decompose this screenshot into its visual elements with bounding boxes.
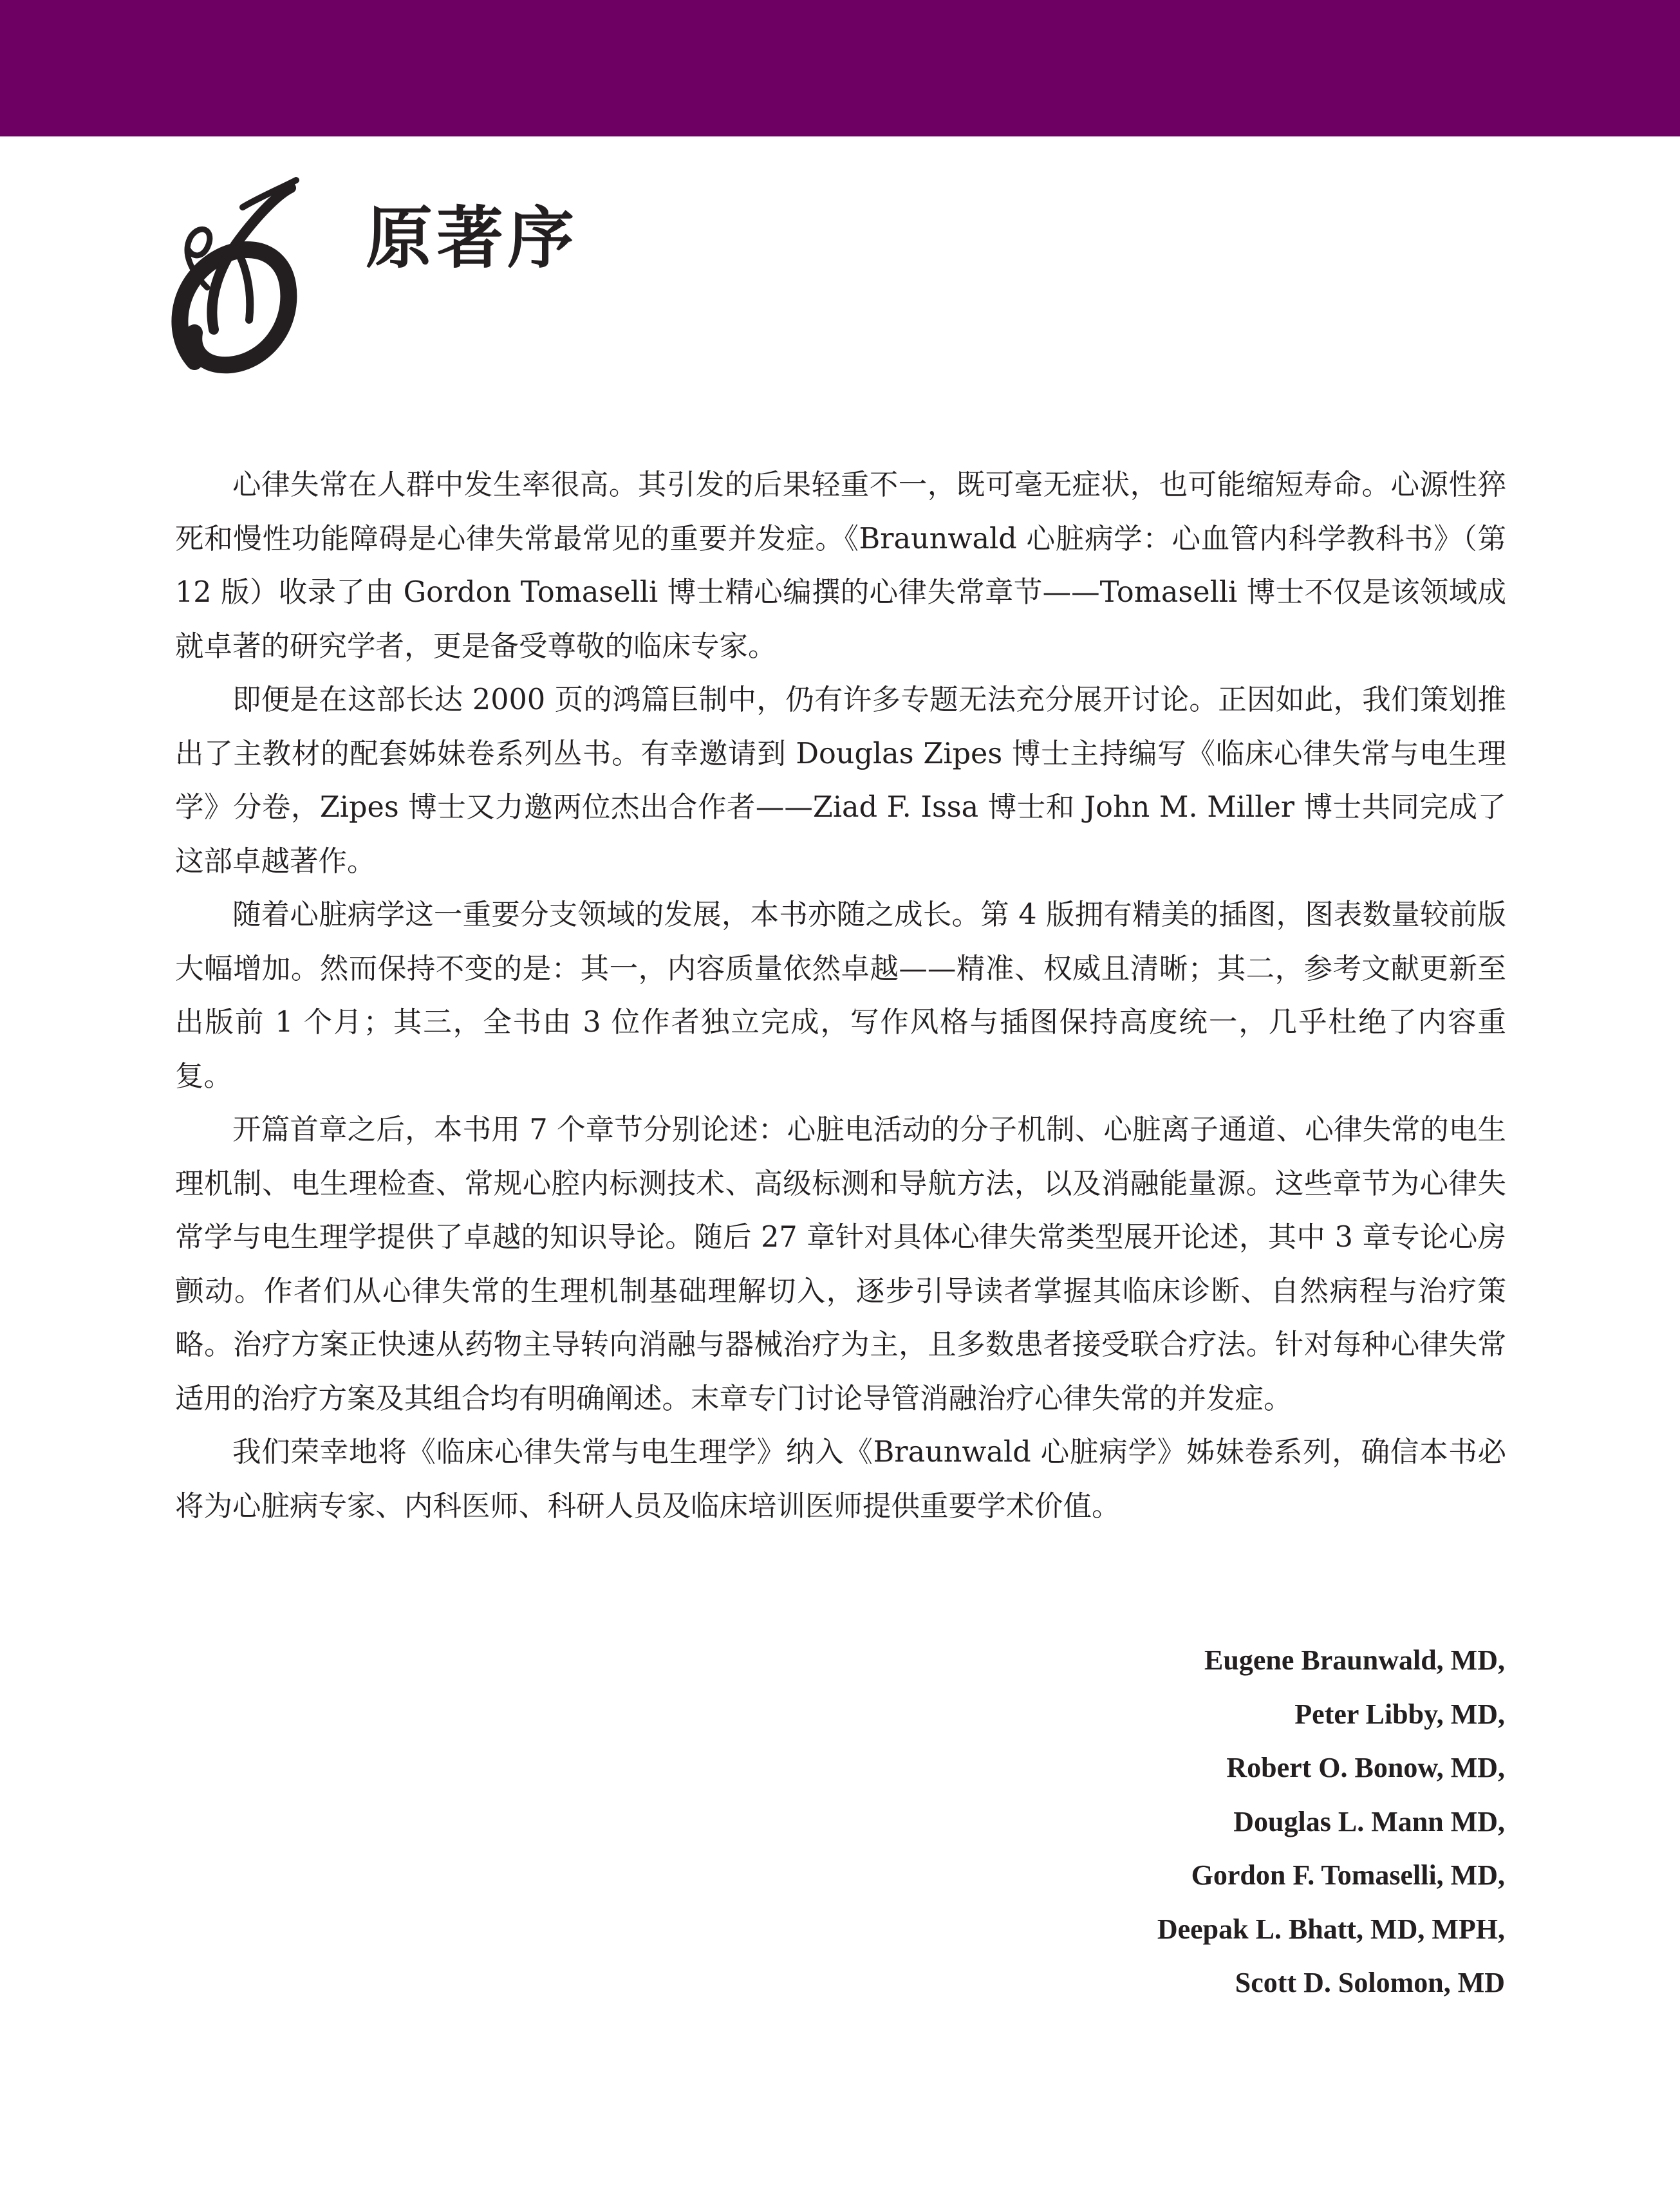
signature-line: Douglas L. Mann MD, [1233, 1805, 1505, 1837]
signature-line: Gordon F. Tomaselli, MD, [1191, 1859, 1505, 1891]
signature-line: Robert O. Bonow, MD, [1226, 1752, 1505, 1783]
paragraph-1: 心律失常在人群中发生率很高。其引发的后果轻重不一，既可毫无症状，也可能缩短寿命。心源性猝死和慢性功能障碍是心律失常最常见的重要并发症。《Braunwald 心脏病学：心血管内科学教科书》（第 12 版）收录了由 Gordon Tomaselli 博士精心编撰的心律失常章节——Tomaselli 博士不仅是该领域成就卓著的研究学者，更是备受尊敬的临床专家。 [175, 469, 1506, 663]
signature-line: Peter Libby, MD, [1294, 1698, 1505, 1730]
header-color-band [0, 0, 1680, 136]
page-title: 原著序 [366, 198, 579, 277]
calligraphic-flourish-icon [169, 169, 304, 381]
paragraph-3: 随着心脏病学这一重要分支领域的发展，本书亦随之成长。第 4 版拥有精美的插图，图表数量较前版大幅增加。然而保持不变的是：其一，内容质量依然卓越——精准、权威且清晰；其二，参考文献更新至出版前 1 个月；其三，全书由 3 位作者独立完成，写作风格与插图保持高度统一，几乎杜绝了内容重复。 [175, 898, 1506, 1093]
preface-body [175, 458, 1506, 1533]
paragraph-4: 开篇首章之后，本书用 7 个章节分别论述：心脏电活动的分子机制、心脏离子通道、心律失常的电生理机制、电生理检查、常规心腔内标测技术、高级标测和导航方法，以及消融能量源。这些章节为心律失常学与电生理学提供了卓越的知识导论。随后 27 章针对具体心律失常类型展开论述，其中 3 章专论心房颤动。作者们从心律失常的生理机制基础理解切入，逐步引导读者掌握其临床诊断、自然病程与治疗策略。治疗方案正快速从药物主导转向消融与器械治疗为主，且多数患者接受联合疗法。针对每种心律失常适用的治疗方案及其组合均有明确阐述。末章专门讨论导管消融治疗心律失常的并发症。 [175, 1113, 1506, 1415]
author-signatures [1157, 1633, 1505, 2010]
paragraph-5: 我们荣幸地将《临床心律失常与电生理学》纳入《Braunwald 心脏病学》姊妹卷系列，确信本书必将为心脏病专家、内科医师、科研人员及临床培训医师提供重要学术价值。 [175, 1436, 1506, 1523]
paragraph-2: 即便是在这部长达 2000 页的鸿篇巨制中，仍有许多专题无法充分展开讨论。正因如此，我们策划推出了主教材的配套姊妹卷系列丛书。有幸邀请到 Douglas Zipes 博士主持编写《临床心律失常与电生理学》分卷，Zipes 博士又力邀两位杰出合作者——Ziad F. Issa 博士和 John M. Miller 博士共同完成了这部卓越著作。 [175, 683, 1506, 878]
signature-line: Eugene Braunwald, MD, [1204, 1644, 1505, 1676]
signature-line: Deepak L. Bhatt, MD, MPH, [1157, 1913, 1505, 1945]
signature-line: Scott D. Solomon, MD [1235, 1967, 1505, 1998]
